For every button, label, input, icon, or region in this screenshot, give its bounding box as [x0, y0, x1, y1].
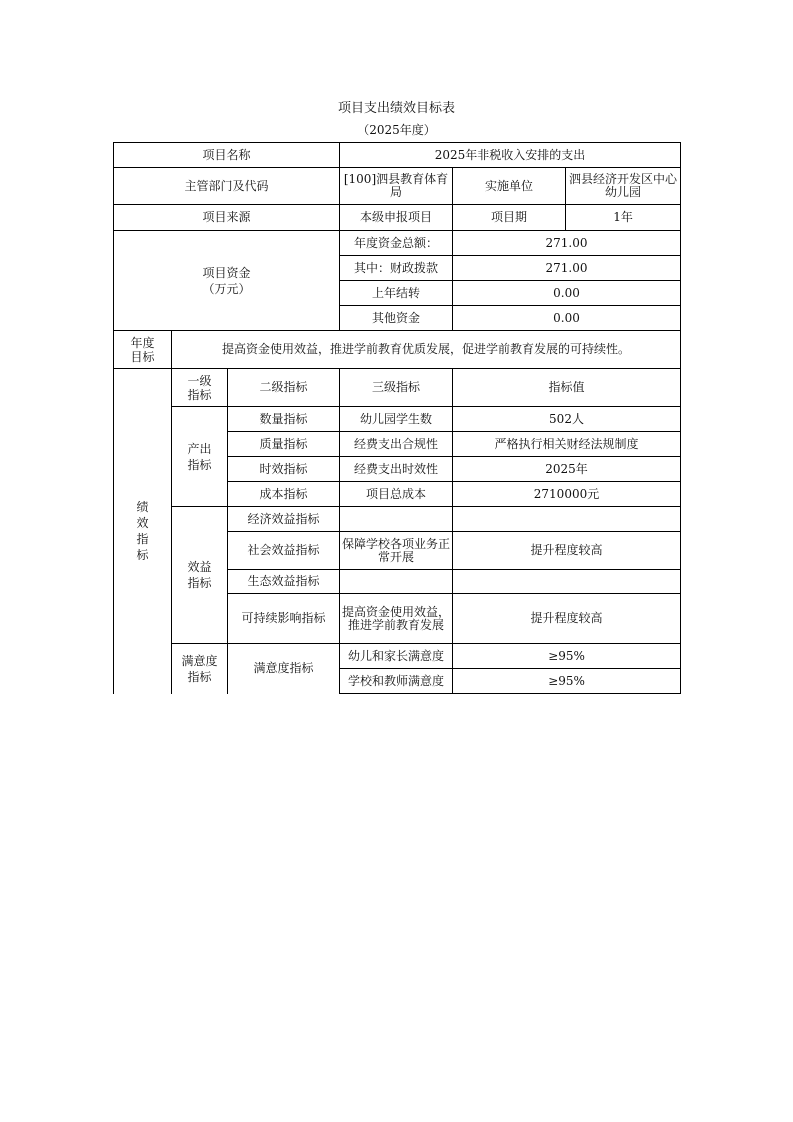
- implementing-unit-value: 泗县经济开发区中心幼儿园: [566, 168, 681, 205]
- project-source-label: 项目来源: [114, 205, 340, 231]
- funds-fiscal-label: 其中：财政拨款: [340, 256, 453, 281]
- project-funds-label-text: 项目资金（万元）: [202, 265, 251, 296]
- output-l2: 质量指标: [228, 432, 340, 457]
- output-l3: 经费支出合规性: [340, 432, 453, 457]
- project-name-value: 2025年非税收入安排的支出: [340, 143, 681, 168]
- benefit-l3: [340, 570, 453, 594]
- fiscal-year: （2025年度）: [357, 123, 436, 137]
- benefit-value: 提升程度较高: [453, 532, 681, 570]
- project-period-label: 项目期: [453, 205, 566, 231]
- output-value: 502人: [453, 407, 681, 432]
- satisfaction-l3: 幼儿和家长满意度: [340, 644, 453, 669]
- department-value: [100]泗县教育体育局: [340, 168, 453, 205]
- satisfaction-indicator-label: [172, 644, 228, 694]
- satisfaction-l2: 满意度指标: [228, 644, 340, 694]
- funds-other-label: 其他资金: [340, 306, 453, 331]
- funds-carryover-label: 上年结转: [340, 281, 453, 306]
- benefit-value: [453, 507, 681, 532]
- satisfaction-l3: 学校和教师满意度: [340, 669, 453, 694]
- project-source-value: 本级申报项目: [340, 205, 453, 231]
- header-level-1-text: 一级指标: [187, 373, 212, 402]
- benefit-value: [453, 570, 681, 594]
- benefit-l2: 可持续影响指标: [228, 594, 340, 644]
- satisfaction-value: ≥95%: [453, 669, 681, 694]
- funds-total-value: 271.00: [453, 231, 681, 256]
- annual-goal-row: [114, 331, 681, 369]
- output-row-1: [114, 407, 681, 432]
- department-label: 主管部门及代码: [114, 168, 340, 205]
- performance-target-table: [113, 142, 681, 694]
- project-source-row: [114, 205, 681, 231]
- header-level-3: 三级指标: [340, 369, 453, 407]
- annual-goal-label: [114, 331, 172, 369]
- funds-total-label: 年度资金总额：: [340, 231, 453, 256]
- benefit-l2: 生态效益指标: [228, 570, 340, 594]
- department-row: [114, 168, 681, 205]
- output-l2: 时效指标: [228, 457, 340, 482]
- project-funds-label: [114, 231, 340, 331]
- output-l3: 项目总成本: [340, 482, 453, 507]
- output-indicator-label: [172, 407, 228, 507]
- header-value: 指标值: [453, 369, 681, 407]
- output-l3: 幼儿园学生数: [340, 407, 453, 432]
- header-level-2: 二级指标: [228, 369, 340, 407]
- benefit-l3: [340, 507, 453, 532]
- funds-fiscal-value: 271.00: [453, 256, 681, 281]
- satisfaction-row-1: [114, 644, 681, 669]
- output-value: 严格执行相关财经法规制度: [453, 432, 681, 457]
- project-name-row: [114, 143, 681, 168]
- annual-goal-text: 提高资金使用效益，推进学前教育优质发展，促进学前教育发展的可持续性。: [172, 331, 681, 369]
- output-l2: 数量指标: [228, 407, 340, 432]
- benefit-indicator-label-text: 效益指标: [187, 560, 212, 590]
- funds-other-value: 0.00: [453, 306, 681, 331]
- output-value: 2025年: [453, 457, 681, 482]
- performance-indicator-label-text: 绩效指标: [136, 500, 149, 563]
- implementing-unit-label: 实施单位: [453, 168, 566, 205]
- project-name-label: 项目名称: [114, 143, 340, 168]
- benefit-value: 提升程度较高: [453, 594, 681, 644]
- benefit-l3: 保障学校各项业务正常开展: [340, 532, 453, 570]
- performance-indicator-label: [114, 369, 172, 694]
- funds-total-row: [114, 231, 681, 256]
- satisfaction-indicator-label-text: 满意度指标: [181, 653, 218, 684]
- header-level-1: [172, 369, 228, 407]
- output-l3: 经费支出时效性: [340, 457, 453, 482]
- project-period-value: 1年: [566, 205, 681, 231]
- benefit-l2: 社会效益指标: [228, 532, 340, 570]
- annual-goal-label-text: 年度目标: [130, 335, 155, 364]
- benefit-l3: 提高资金使用效益，推进学前教育发展: [340, 594, 453, 644]
- benefit-l2: 经济效益指标: [228, 507, 340, 532]
- benefit-indicator-label: [172, 507, 228, 644]
- indicator-header-row: [114, 369, 681, 407]
- funds-carryover-value: 0.00: [453, 281, 681, 306]
- page-title: 项目支出绩效目标表: [337, 101, 455, 116]
- output-value: 2710000元: [453, 482, 681, 507]
- output-l2: 成本指标: [228, 482, 340, 507]
- satisfaction-value: ≥95%: [453, 644, 681, 669]
- benefit-row-1: [114, 507, 681, 532]
- output-indicator-label-text: 产出指标: [187, 441, 212, 472]
